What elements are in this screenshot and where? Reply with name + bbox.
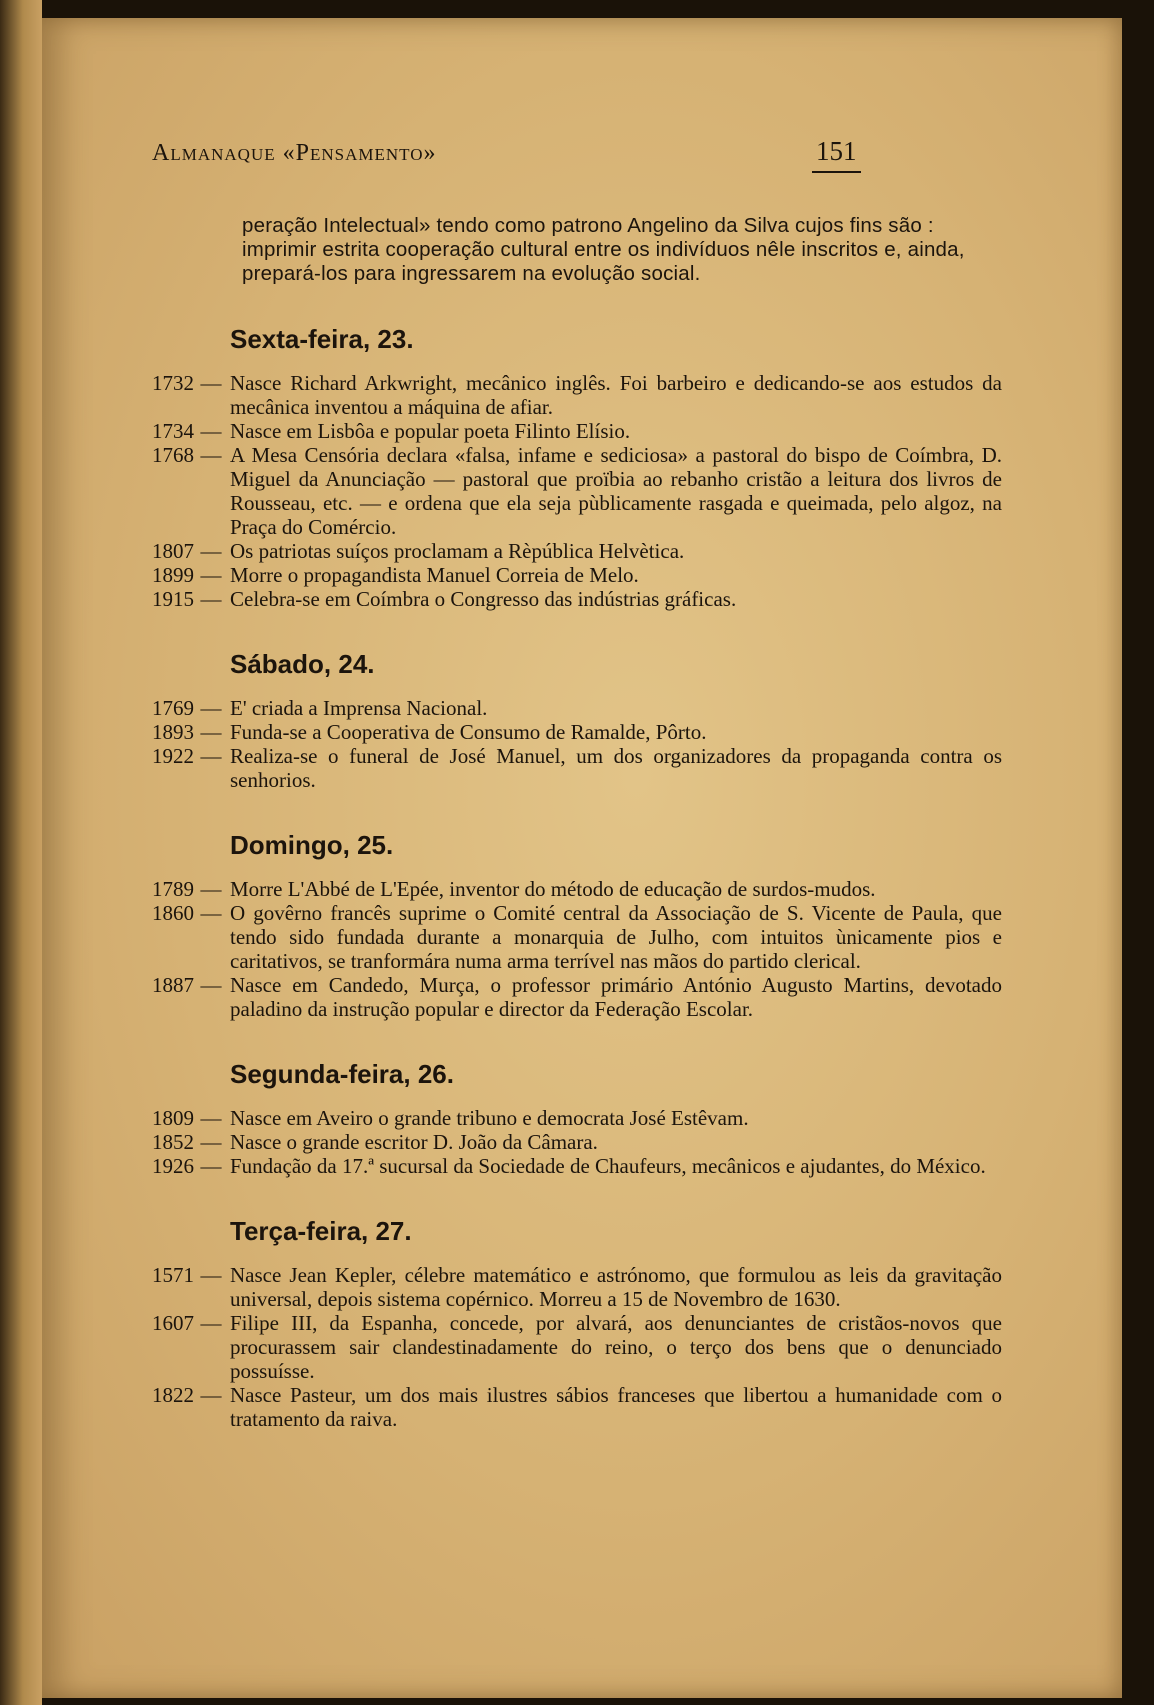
book-page — [42, 18, 1122, 1698]
event-year: 1734 — [152, 419, 194, 443]
event-year: 1860 — [152, 901, 194, 925]
em-dash: — — [200, 563, 222, 587]
event-text: Realiza-se o funeral de José Manuel, um dos organizadores da propaganda contra os senhorios. — [230, 744, 1002, 792]
event-entry — [152, 371, 1002, 419]
em-dash: — — [200, 1263, 222, 1287]
event-entry — [152, 1383, 1002, 1431]
event-entry — [152, 973, 1002, 1021]
event-entry — [152, 1130, 1002, 1154]
event-text: Morre o propagandista Manuel Correia de Melo. — [230, 563, 639, 587]
event-text: Celebra-se em Coímbra o Congresso das indústrias gráficas. — [230, 587, 737, 611]
em-dash: — — [200, 973, 222, 997]
page-header — [152, 122, 952, 166]
day-heading: Terça-feira, 27. — [230, 1216, 412, 1246]
em-dash: — — [200, 1311, 222, 1335]
event-text: Funda-se a Cooperativa de Consumo de Ramalde, Pôrto. — [230, 720, 707, 744]
event-year: 1807 — [152, 539, 194, 563]
event-year: 1915 — [152, 587, 194, 611]
event-text: Nasce Jean Kepler, célebre matemático e astrónomo, que formulou as leis da gravitação universal, depois sistema copérnico. Morreu a 15 de Novembro de 1630. — [230, 1263, 1002, 1311]
em-dash: — — [200, 371, 222, 395]
event-text: Nasce Richard Arkwright, mecânico inglês. Foi barbeiro e dedicando-se aos estudos da mecânica inventou a máquina de afiar. — [230, 371, 1002, 419]
event-entry — [152, 877, 1002, 901]
event-year: 1822 — [152, 1383, 194, 1407]
event-year: 1768 — [152, 443, 194, 467]
day-sections — [152, 324, 1002, 1431]
em-dash: — — [200, 877, 222, 901]
page-content — [152, 214, 1002, 1431]
event-entry — [152, 1154, 1002, 1178]
event-entry — [152, 901, 1002, 973]
event-entry — [152, 443, 1002, 539]
event-entry — [152, 744, 1002, 792]
event-year: 1922 — [152, 744, 194, 768]
em-dash: — — [200, 587, 222, 611]
event-year: 1926 — [152, 1154, 194, 1178]
event-text: Morre L'Abbé de L'Epée, inventor do método de educação de surdos-mudos. — [230, 877, 876, 901]
day-heading: Sábado, 24. — [230, 649, 375, 679]
event-entry — [152, 1106, 1002, 1130]
day-section — [152, 324, 1002, 611]
day-heading: Domingo, 25. — [230, 830, 394, 860]
event-year: 1607 — [152, 1311, 194, 1335]
event-year: 1789 — [152, 877, 194, 901]
event-year: 1887 — [152, 973, 194, 997]
day-section — [152, 1216, 1002, 1431]
event-text: Nasce em Lisbôa e popular poeta Filinto Elísio. — [230, 419, 631, 443]
event-text: O govêrno francês suprime o Comité central da Associação de S. Vicente de Paula, que tendo sido fundada durante a monarquia de Julho, com intuitos ùnicamente pios e caritativos, se tranformára numa arma terrível nas mãos do partido clerical. — [230, 901, 1002, 973]
event-text: Filipe III, da Espanha, concede, por alvará, aos denunciantes de cristãos-novos que procurassem sair clandestinadamente do reino, o terço dos bens que o denunciado possuísse. — [230, 1311, 1002, 1383]
em-dash: — — [200, 1383, 222, 1407]
event-text: Nasce Pasteur, um dos mais ilustres sábios franceses que libertou a humanidade com o tratamento da raiva. — [230, 1383, 1002, 1431]
em-dash: — — [200, 901, 222, 925]
em-dash: — — [200, 720, 222, 744]
day-section — [152, 1059, 1002, 1178]
day-heading: Sexta-feira, 23. — [230, 324, 414, 354]
em-dash: — — [200, 443, 222, 467]
em-dash: — — [200, 419, 222, 443]
book-spine-shadow — [0, 0, 42, 1705]
event-year: 1893 — [152, 720, 194, 744]
em-dash: — — [200, 1154, 222, 1178]
event-year: 1852 — [152, 1130, 194, 1154]
em-dash: — — [200, 1130, 222, 1154]
event-year: 1571 — [152, 1263, 194, 1287]
event-text: Nasce em Candedo, Murça, o professor primário António Augusto Martins, devotado paladino da instrução popular e director da Federação Escolar. — [230, 973, 1002, 1021]
event-text: Nasce em Aveiro o grande tribuno e democrata José Estêvam. — [230, 1106, 749, 1130]
event-entry — [152, 587, 1002, 611]
event-text: Os patriotas suíços proclamam a Rèpública Helvètica. — [230, 539, 685, 563]
event-entry — [152, 419, 1002, 443]
event-text: A Mesa Censória declara «falsa, infame e sediciosa» a pastoral do bispo de Coímbra, D. Miguel da Anunciação — pastoral que proïbia ao rebanho cristão a leitura dos livros de Rousseau, etc. — e ordena que ela seja pùblicamente rasgada e queimada, pelo algoz, na Praça do Comércio. — [230, 443, 1002, 539]
day-section — [152, 830, 1002, 1021]
event-year: 1732 — [152, 371, 194, 395]
event-entry — [152, 1311, 1002, 1383]
event-year: 1809 — [152, 1106, 194, 1130]
event-entry — [152, 563, 1002, 587]
event-year: 1899 — [152, 563, 194, 587]
page-number: 151 — [812, 136, 861, 173]
em-dash: — — [200, 744, 222, 768]
event-text: Fundação da 17.ª sucursal da Sociedade de Chaufeurs, mecânicos e ajudantes, do México. — [230, 1154, 986, 1178]
event-entry — [152, 696, 1002, 720]
event-entry — [152, 720, 1002, 744]
day-section — [152, 649, 1002, 792]
em-dash: — — [200, 539, 222, 563]
event-entry — [152, 539, 1002, 563]
event-entry — [152, 1263, 1002, 1311]
event-text: Nasce o grande escritor D. João da Câmara. — [230, 1130, 598, 1154]
em-dash: — — [200, 696, 222, 720]
running-title: Almanaque «Pensamento» — [152, 140, 437, 166]
intro-paragraph: peração Intelectual» tendo como patrono Angelino da Silva cujos fins são : imprimir estrita cooperação cultural entre os indivíduos nêle inscritos e, ainda, prepará-los para ingressarem na evolução social. — [242, 214, 965, 285]
em-dash: — — [200, 1106, 222, 1130]
event-text: E' criada a Imprensa Nacional. — [230, 696, 488, 720]
day-heading: Segunda-feira, 26. — [230, 1059, 454, 1089]
event-year: 1769 — [152, 696, 194, 720]
